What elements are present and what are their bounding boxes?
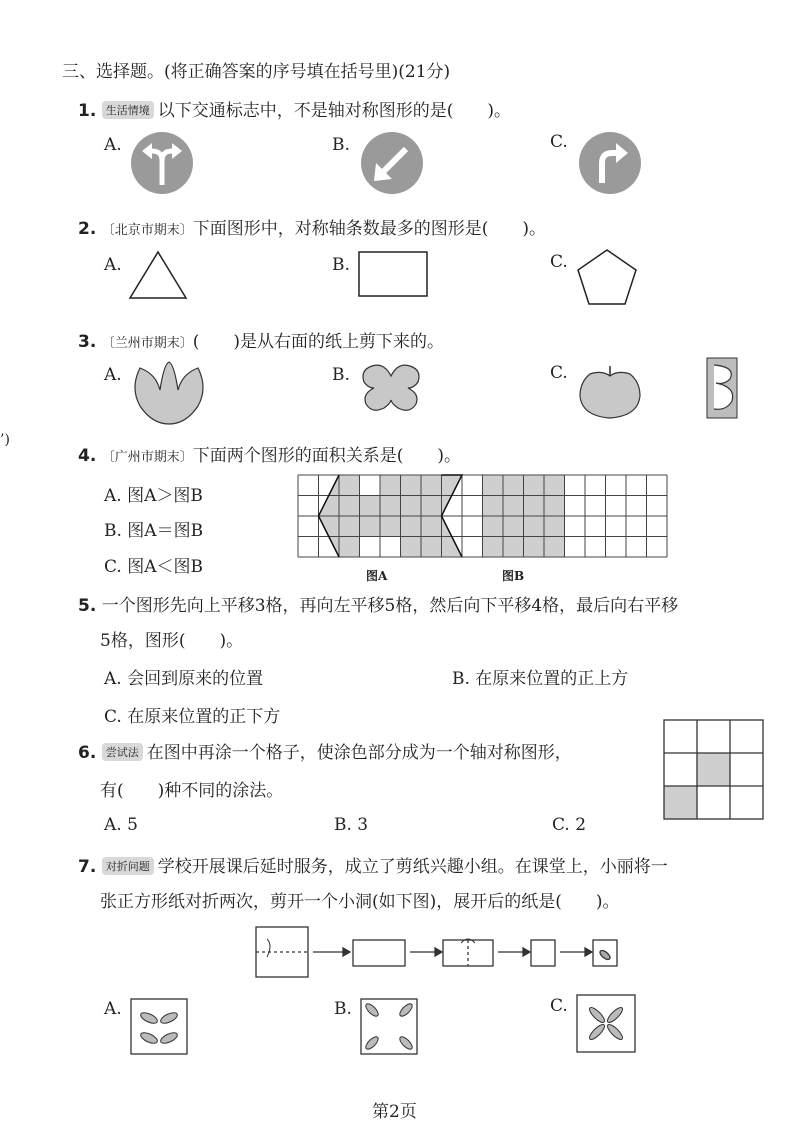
figure-a-cell [339, 516, 360, 537]
question-number: 2. [78, 219, 97, 239]
question-text: 下面图形中，对称轴条数最多的图形是( )。 [192, 219, 546, 239]
option-b-label[interactable]: B. [332, 365, 350, 385]
option-b-label[interactable]: B. [334, 999, 352, 1019]
question-tag: 〔广州市期末〕 [101, 450, 193, 465]
option-a-label[interactable]: A. 会回到原来的位置 [104, 669, 264, 689]
figure-b-cell [503, 496, 524, 517]
question-number: 1. [78, 101, 97, 121]
apple-cutout-shape [578, 362, 642, 420]
tulip-cutout-shape [130, 360, 208, 426]
folded-paper-figure [706, 357, 738, 419]
figure-b-cell [483, 496, 504, 517]
option-a-label[interactable]: A. [104, 255, 122, 275]
question-7 [78, 852, 668, 877]
shading-grid-3x3 [664, 720, 764, 820]
question-tag: 〔北京市期末〕 [101, 223, 193, 238]
figure-b-cell [503, 516, 524, 537]
option-a-label[interactable]: A. 5 [104, 815, 138, 835]
area-comparison-grid [298, 475, 678, 559]
option-b-label[interactable]: B. [332, 255, 350, 275]
question-number: 7. [78, 857, 97, 877]
folding-process-diagram [255, 925, 635, 981]
figure-a-cell [421, 475, 442, 496]
question-6 [78, 738, 572, 763]
figure-a-cell [421, 496, 442, 517]
question-text: 以下交通标志中，不是轴对称图形的是( )。 [157, 101, 511, 121]
figure-b-cell [524, 537, 545, 558]
question-tag: 生活情境 [102, 101, 154, 119]
figure-a-cell [401, 537, 422, 558]
question-number: 6. [78, 743, 97, 763]
figure-b-cell [544, 537, 565, 558]
question-text: 一个图形先向上平移3格，再向左平移5格，然后向下平移4格，最后向右平移 [101, 596, 679, 616]
question-tag: 〔兰州市期末〕 [101, 336, 193, 351]
figure-b-cell [524, 496, 545, 517]
figure-a-cell [339, 475, 360, 496]
option-c-label[interactable]: C. 在原来位置的正下方 [104, 707, 281, 727]
rectangle-shape [358, 251, 430, 299]
question-text: ( )是从右面的纸上剪下来的。 [192, 332, 444, 352]
option-a-label[interactable]: A. 图A＞图B [104, 486, 203, 506]
figure-a-cell [401, 516, 422, 537]
figure-b-cell [544, 516, 565, 537]
question-3 [78, 327, 444, 352]
option-c-label[interactable]: C. [550, 132, 568, 152]
option-b-label[interactable]: B. [332, 135, 350, 155]
figure-b-label: 图B [502, 569, 525, 583]
question-text: 学校开展课后延时服务，成立了剪纸兴趣小组。在课堂上，小丽将一 [157, 857, 668, 877]
option-b-label[interactable]: B. 图A＝图B [104, 521, 204, 541]
figure-b-cell [483, 516, 504, 537]
question-text: 在图中再涂一个格子，使涂色部分成为一个轴对称图形， [146, 743, 572, 763]
option-c-label[interactable]: C. [550, 363, 568, 383]
figure-a-cell [360, 496, 381, 517]
sign-left-right-icon [130, 131, 194, 195]
option-c-label[interactable]: C. [550, 996, 568, 1016]
question-number: 5. [78, 596, 97, 616]
question-text-continued: 张正方形纸对折两次，剪开一个小洞(如下图)，展开后的纸是( )。 [100, 892, 620, 912]
option-a-label[interactable]: A. [104, 999, 122, 1019]
figure-b-cell [483, 475, 504, 496]
butterfly-cutout-shape [360, 362, 422, 414]
question-tag: 对折问题 [102, 857, 154, 875]
option-a-label[interactable]: A. [104, 135, 122, 155]
question-4 [78, 441, 461, 466]
figure-a-cell [339, 496, 360, 517]
figure-b-cell [544, 475, 565, 496]
figure-a-cell [401, 496, 422, 517]
figure-a-cell [339, 537, 360, 558]
unfolded-paper-c [576, 994, 638, 1054]
triangle-shape [128, 250, 188, 300]
figure-a-cell [380, 475, 401, 496]
figure-b-cell [503, 537, 524, 558]
unfolded-paper-b [360, 998, 420, 1056]
question-tag: 尝试法 [102, 743, 143, 761]
question-2 [78, 214, 546, 239]
figure-b-cell [483, 537, 504, 558]
option-c-label[interactable]: C. 2 [552, 815, 587, 835]
unfolded-paper-a [130, 998, 190, 1056]
sign-turn-right-icon [578, 131, 642, 195]
option-a-label[interactable]: A. [104, 365, 122, 385]
question-1 [78, 96, 511, 121]
figure-a-cell [421, 537, 442, 558]
figure-a-label: 图A [366, 569, 388, 583]
question-5 [78, 591, 678, 616]
question-text-continued: 5格，图形( )。 [100, 631, 244, 651]
question-number: 3. [78, 332, 97, 352]
option-b-label[interactable]: B. 3 [334, 815, 369, 835]
figure-a-cell [380, 516, 401, 537]
page-number: 第2页 [372, 1102, 417, 1122]
pentagon-shape [576, 248, 638, 308]
question-number: 4. [78, 446, 97, 466]
figure-a-cell [401, 475, 422, 496]
sign-arrow-down-left-icon [360, 131, 424, 195]
figure-b-cell [544, 496, 565, 517]
section-title: 三、选择题。(将正确答案的序号填在括号里)(21分) [62, 62, 451, 82]
figure-a-cell [360, 516, 381, 537]
option-c-label[interactable]: C. 图A＜图B [104, 557, 203, 577]
option-b-label[interactable]: B. 在原来位置的正上方 [452, 669, 629, 689]
margin-mark: ’) [0, 432, 10, 448]
figure-b-cell [524, 516, 545, 537]
question-text: 下面两个图形的面积关系是( )。 [192, 446, 461, 466]
option-c-label[interactable]: C. [550, 252, 568, 272]
figure-a-cell [380, 496, 401, 517]
figure-b-cell [524, 475, 545, 496]
figure-b-cell [503, 475, 524, 496]
question-text-continued: 有( )种不同的涂法。 [100, 781, 284, 801]
figure-a-cell [421, 516, 442, 537]
